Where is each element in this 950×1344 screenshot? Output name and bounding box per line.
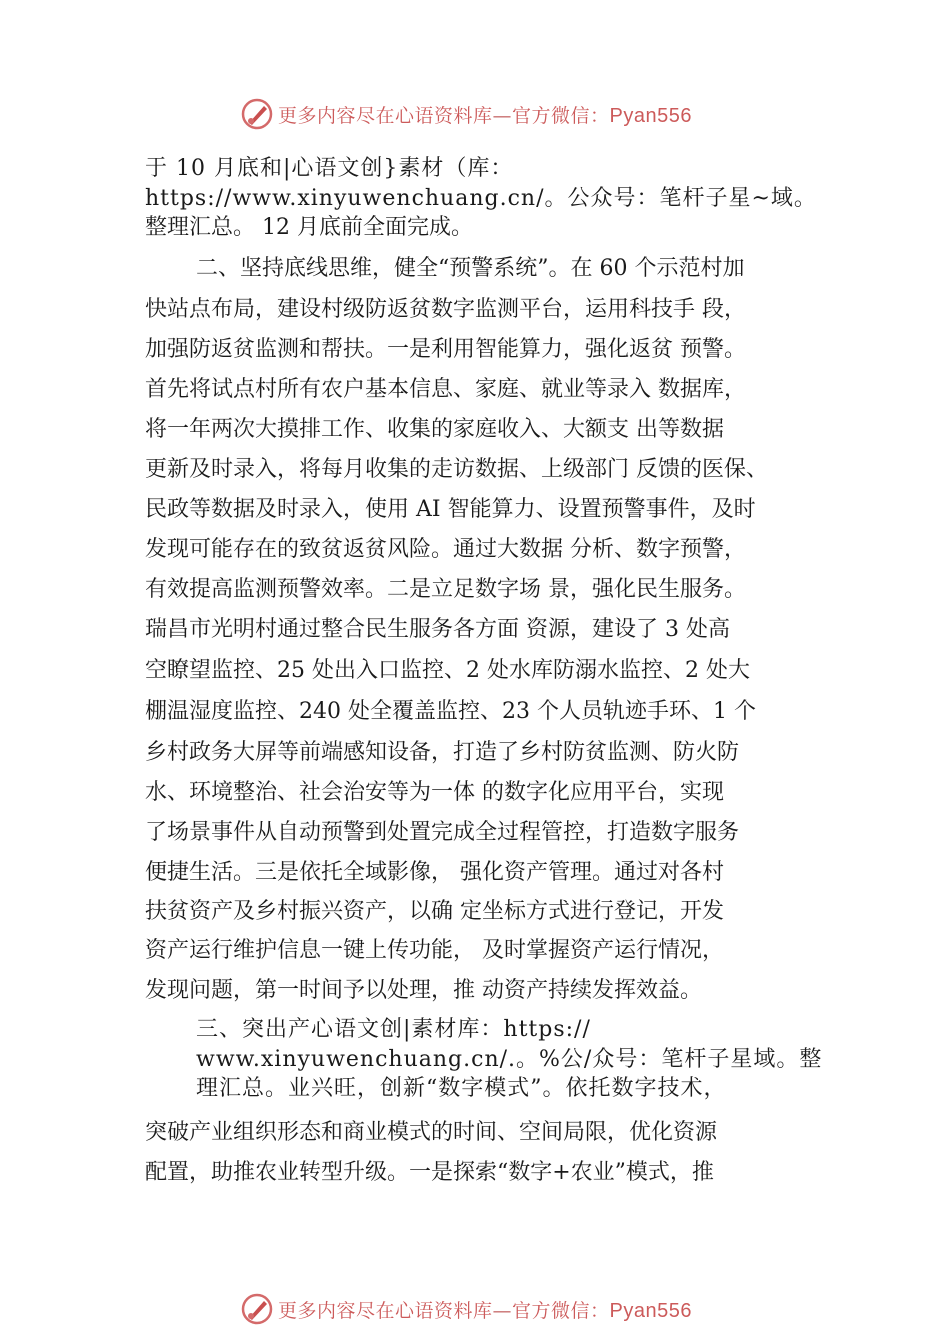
text-line: 有效提高监测预警效率。二是立足数字场 景，强化民生服务。 — [145, 577, 746, 602]
text-line: https://www.xinyuwenchuang.cn/。公众号：笔杆子星~域。 — [145, 186, 817, 211]
watermark-separator: — — [492, 104, 513, 127]
text-line: 快站点布局，建设村级防返贫数字监测平台，运用科技手 段， — [145, 297, 746, 322]
text-line: 将一年两次大摸排工作、收集的家庭收入、大额支 出等数据 — [145, 417, 724, 442]
text-line: 理汇总。业兴旺，创新“数字模式”。依托数字技术， — [196, 1076, 727, 1101]
text-line: 扶贫资产及乡村振兴资产，以确 定坐标方式进行登记，开发 — [145, 899, 724, 924]
text-line: 更新及时录入，将每月收集的走访数据、上级部门 反馈的医保、 — [145, 457, 768, 482]
text-line: 便捷生活。三是依托全域影像， 强化资产管理。通过对各村 — [145, 860, 724, 885]
watermark-official: 官方微信： — [512, 1299, 610, 1322]
brush-logo-icon — [240, 97, 274, 131]
text-line: 了场景事件从自动预警到处置完成全过程管控，打造数字服务 — [145, 820, 740, 845]
text-line: 三、突出产心语文创|素材库：https:// — [196, 1017, 591, 1042]
text-line: 发现可能存在的致贫返贫风险。通过大数据 分析、数字预警， — [145, 537, 746, 562]
text-line: 棚温湿度监控、240 处全覆盖监控、23 个人员轨迹手环、1 个 — [145, 699, 756, 724]
watermark-cn: 更多内容尽在心语资料库 — [278, 1299, 493, 1322]
watermark-official: 官方微信： — [512, 104, 610, 127]
text-line: 整理汇总。 12 月底前全面完成。 — [145, 215, 473, 240]
text-line: 加强防返贫监测和帮扶。一是利用智能算力，强化返贫 预警。 — [145, 337, 746, 362]
watermark-id: Pyan556 — [609, 104, 692, 127]
footer-watermark — [240, 1291, 692, 1327]
watermark-text — [278, 1296, 692, 1323]
text-line: 配置，助推农业转型升级。一是探索“数字+农业”模式，推 — [145, 1160, 714, 1185]
text-line: 首先将试点村所有农户基本信息、家庭、就业等录入 数据库， — [145, 377, 746, 402]
text-line: 二、坚持底线思维，健全“预警系统”。在 60 个示范村加 — [196, 256, 745, 281]
watermark-separator: — — [492, 1299, 513, 1322]
text-line: 于 10 月底和|心语文创}素材（库： — [145, 156, 514, 181]
watermark-id: Pyan556 — [609, 1299, 692, 1322]
header-watermark — [240, 96, 692, 132]
text-line: 乡村政务大屏等前端感知设备，打造了乡村防贫监测、防火防 — [145, 740, 740, 765]
text-line: 资产运行维护信息一键上传功能， 及时掌握资产运行情况， — [145, 938, 724, 963]
text-line: 瑞昌市光明村通过整合民生服务各方面 资源，建设了 3 处高 — [145, 617, 730, 642]
text-line: 水、环境整治、社会治安等为一体 的数字化应用平台，实现 — [145, 780, 724, 805]
text-line: 发现问题，第一时间予以处理，推 动资产持续发挥效益。 — [145, 978, 702, 1003]
text-line: 空瞭望监控、25 处出入口监控、2 处水库防溺水监控、2 处大 — [145, 658, 750, 683]
text-line: 民政等数据及时录入，使用 AI 智能算力、设置预警事件，及时 — [145, 497, 756, 522]
text-line: www.xinyuwenchuang.cn/.。%公/众号：笔杆子星域。整 — [196, 1047, 823, 1072]
watermark-text — [278, 101, 692, 128]
watermark-cn: 更多内容尽在心语资料库 — [278, 104, 493, 127]
text-line: 突破产业组织形态和商业模式的时间、空间局限，优化资源 — [145, 1120, 718, 1145]
brush-logo-icon — [240, 1292, 274, 1326]
